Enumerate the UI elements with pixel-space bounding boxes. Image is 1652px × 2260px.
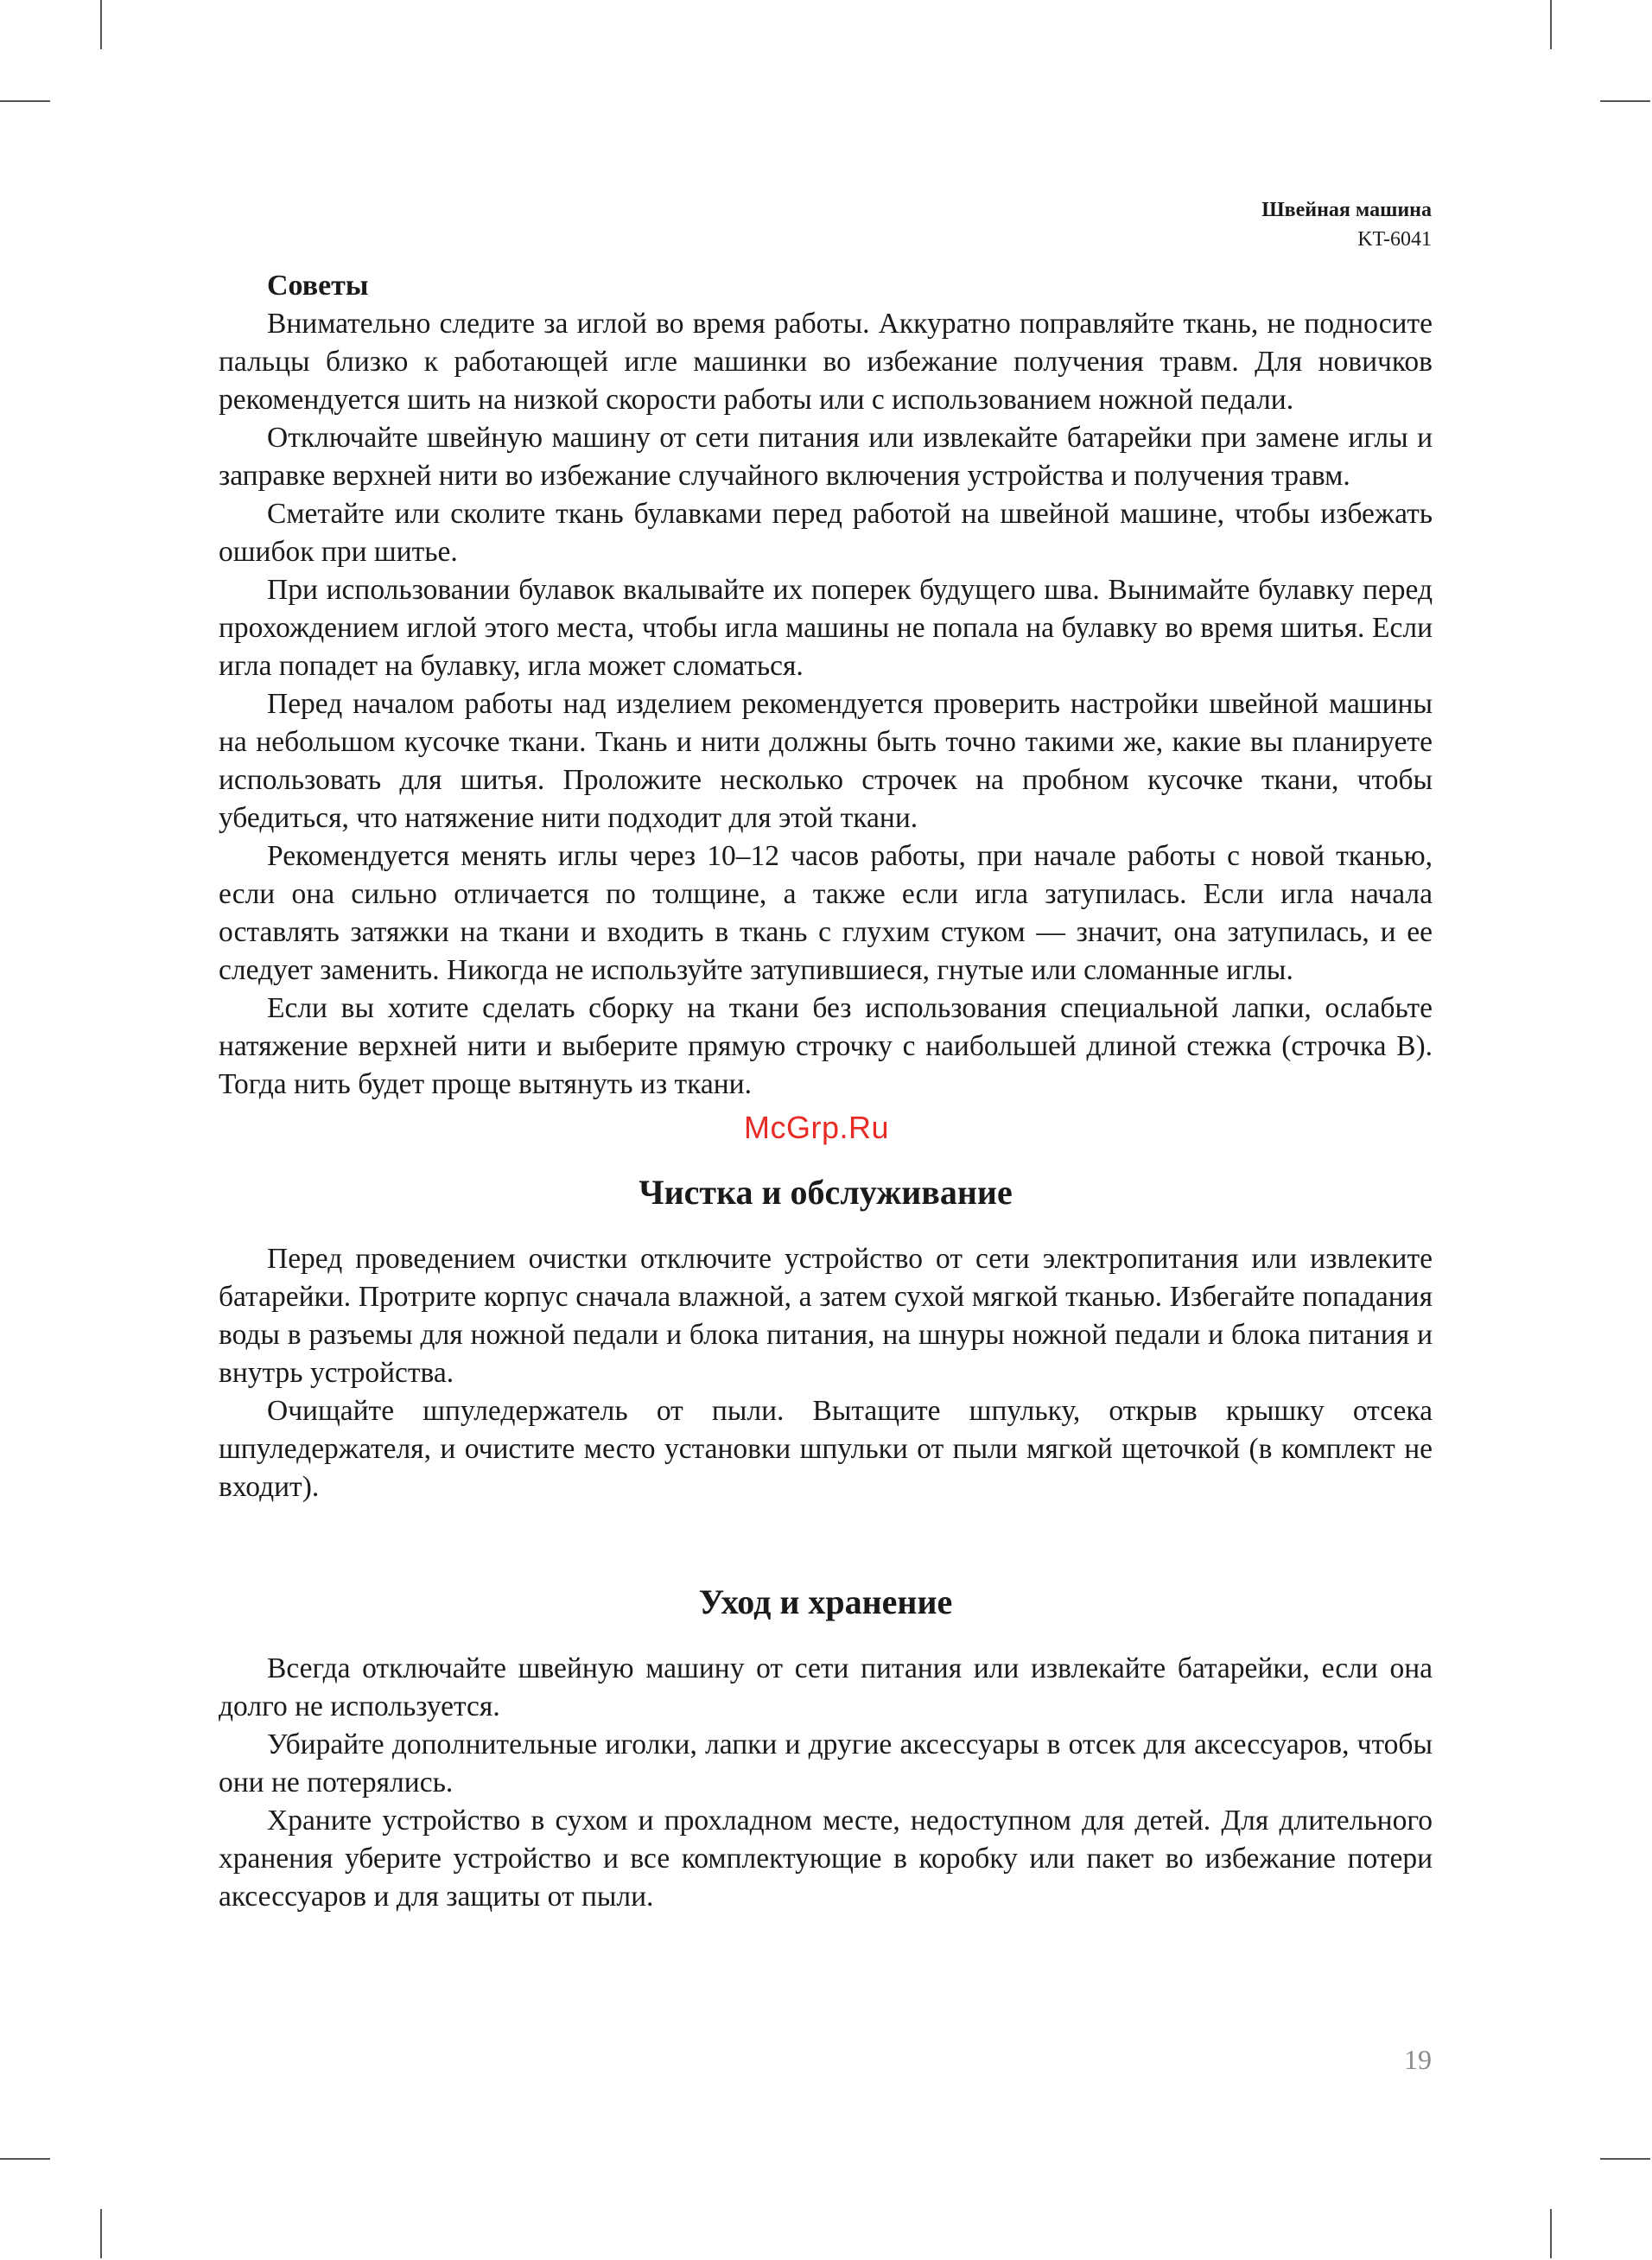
storage-paragraph: Убирайте дополнительные иголки, лапки и другие аксессуары в отсек для аксессуаров, чтобы они не потерялись. (219, 1728, 1433, 1798)
running-header (1261, 195, 1432, 254)
cleaning-heading: Чистка и обслуживание (639, 1173, 1013, 1212)
crop-mark-top-left (100, 0, 102, 49)
cleaning-paragraph: Очищайте шпуледержатель от пыли. Вытащите шпульку, открыв крышку отсека шпуледержателя, и очистите место установки шпульки от пыли мягкой щеточкой (в комплект не входит). (219, 1395, 1433, 1503)
tips-paragraph: При использовании булавок вкалывайте их поперек будущего шва. Вынимайте булавку перед прохождением иглой этого места, чтобы игла машины не попала на булавку во время шитья. Если игла попадет на булавку, игла может сломаться. (219, 574, 1433, 682)
crop-mark-right-bottom (1600, 2158, 1650, 2160)
crop-mark-left-top (0, 100, 50, 102)
crop-mark-left-bottom (0, 2158, 50, 2160)
tips-paragraph: Отключайте швейную машину от сети питания или извлекайте батарейки при замене иглы и заправке верхней нити во избежание случайного включения устройства и получения травм. (219, 422, 1433, 492)
storage-heading: Уход и хранение (698, 1582, 953, 1621)
storage-paragraph: Храните устройство в сухом и прохладном месте, недоступном для детей. Для длительного хранения уберите устройство и все комплектующие в коробку или пакет во избежание потери аксессуаров и для защиты от пыли. (219, 1805, 1433, 1913)
crop-mark-bottom-right (1550, 2209, 1552, 2258)
header-title: Швейная машина (1261, 199, 1432, 221)
tips-heading: Советы (267, 270, 369, 302)
page-number: 19 (1404, 2044, 1432, 2075)
crop-mark-bottom-left (100, 2209, 102, 2258)
watermark: McGrp.Ru (744, 1110, 890, 1145)
tips-paragraph: Если вы хотите сделать сборку на ткани без использования специальной лапки, ослабьте натяжение верхней нити и выберите прямую строчку с наибольшей длиной стежка (строчка В). Тогда нить будет проще вытянуть из ткани. (219, 992, 1433, 1100)
header-model: KT-6041 (1357, 228, 1432, 251)
tips-paragraph: Перед началом работы над изделием рекомендуется проверить настройки швейной машины на небольшом кусочке ткани. Ткань и нити должны быть точно такими же, какие вы планируете использовать для шитья. Проложите несколько строчек на пробном кусочке ткани, чтобы убедиться, что натяжение нити подходит для этой ткани. (219, 688, 1433, 834)
tips-paragraph: Внимательно следите за иглой во время работы. Аккуратно поправляйте ткань, не подносите пальцы близко к работающей игле машинки во избежание получения травм. Для новичков рекомендуется шить на низкой скорости работы или с использованием ножной педали. (219, 308, 1433, 416)
storage-paragraph: Всегда отключайте швейную машину от сети питания или извлекайте батарейки, если она долго не используется. (219, 1652, 1433, 1722)
cleaning-paragraph: Перед проведением очистки отключите устройство от сети электропитания или извлеките батарейки. Протрите корпус сначала влажной, а затем сухой мягкой тканью. Избегайте попадания воды в разъемы для ножной педали и блока питания, на шнуры ножной педали и блока питания и внутрь устройства. (219, 1243, 1433, 1389)
crop-mark-top-right (1550, 0, 1552, 49)
page-content (219, 267, 1433, 1916)
crop-mark-right-top (1600, 100, 1650, 102)
tips-paragraph: Рекомендуется менять иглы через 10–12 часов работы, при начале работы с новой тканью, если она сильно отличается по толщине, а также если игла затупилась. Если игла начала оставлять затяжки на ткани и входить в ткань с глухим стуком — значит, она затупилась, и ее следует заменить. Никогда не используйте затупившиеся, гнутые или сломанные иглы. (219, 840, 1433, 986)
tips-paragraph: Сметайте или сколите ткань булавками перед работой на швейной машине, чтобы избежать ошибок при шитье. (219, 498, 1433, 568)
